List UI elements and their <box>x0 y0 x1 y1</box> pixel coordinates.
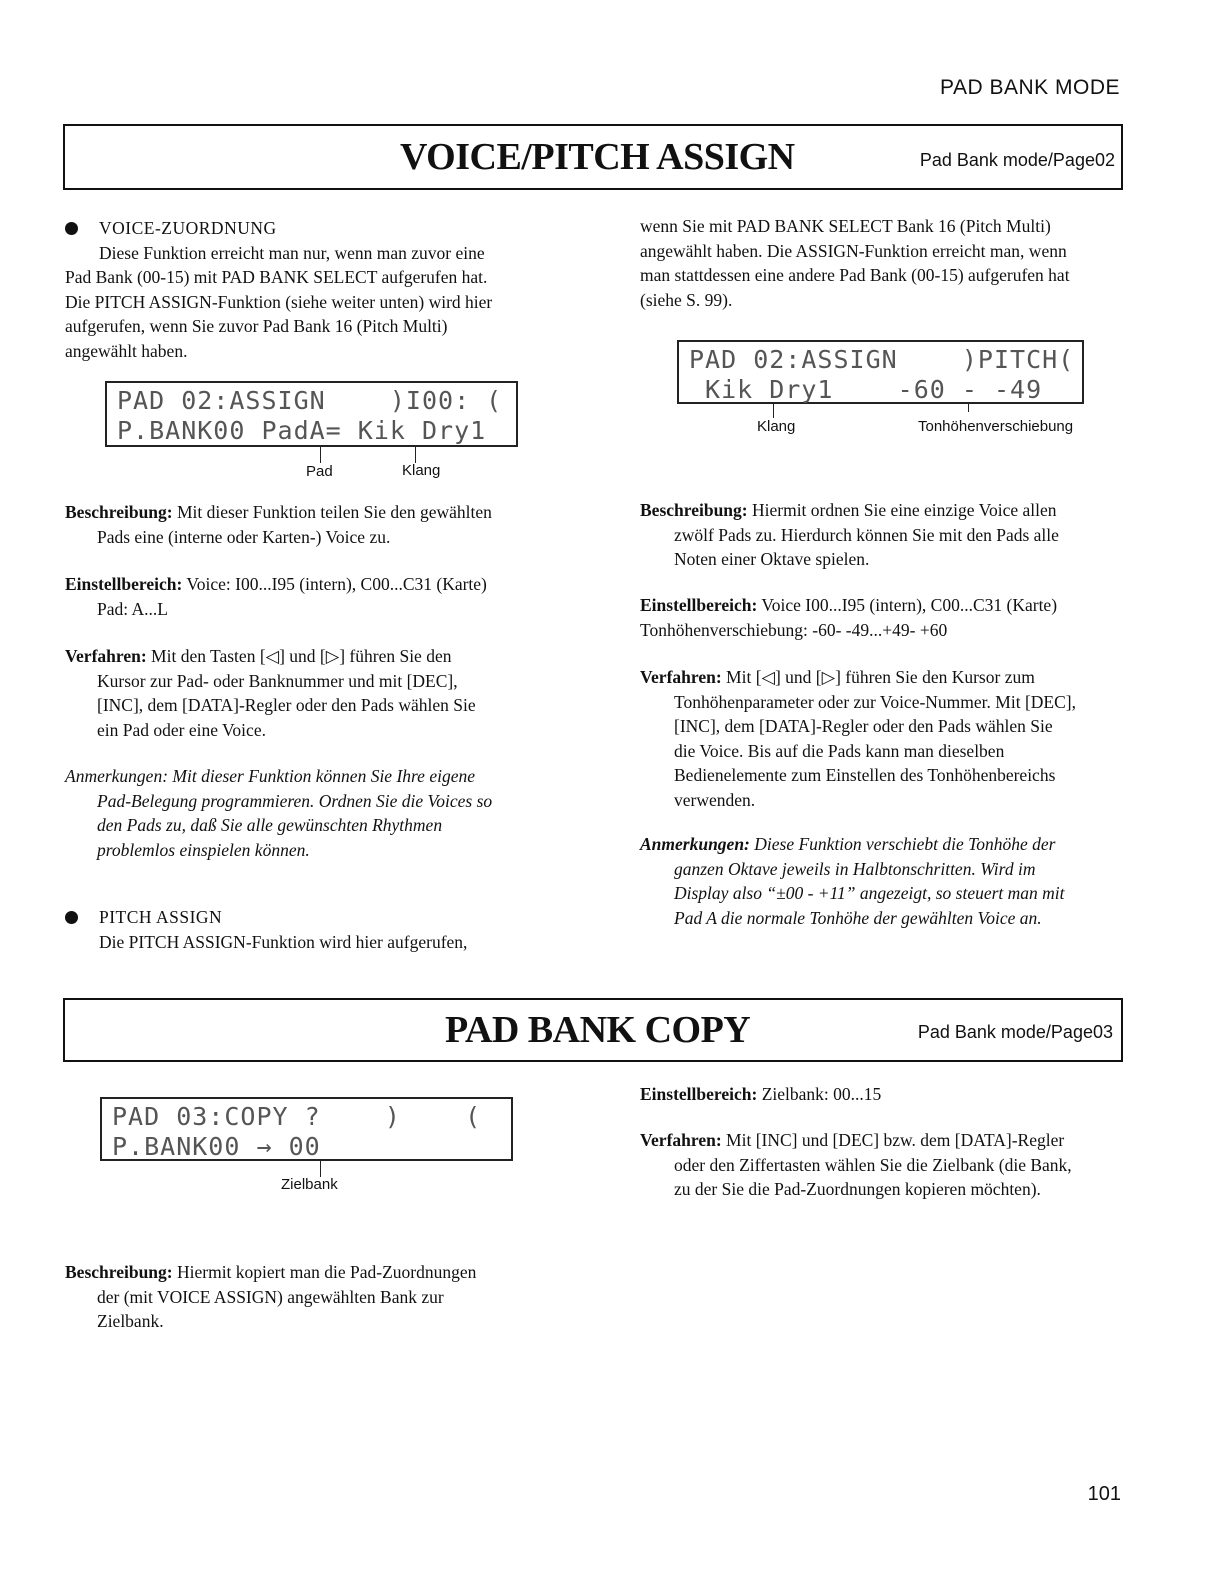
beschreibung-label: Beschreibung: <box>65 1262 173 1282</box>
beschreibung-text: Zielbank. <box>97 1311 164 1331</box>
verfahren-text: zu der Sie die Pad-Zuordnungen kopieren möchten). <box>674 1179 1041 1199</box>
beschreibung-text: Noten einer Oktave spielen. <box>674 549 870 569</box>
lcd-display-pitch-assign <box>677 340 1084 404</box>
mode-header: PAD BANK MODE <box>940 76 1120 99</box>
lcd-line-2: P.BANK00 → 00 <box>112 1132 321 1161</box>
verfahren-text: die Voice. Bis auf die Pads kann man dieselben <box>674 740 1005 761</box>
verfahren-text: Tonhöhenparameter oder zur Voice-Nummer. Mit [DEC], <box>674 691 1076 712</box>
beschreibung-text: Mit dieser Funktion teilen Sie den gewählten <box>176 502 492 522</box>
pitch-assign-intro-continued <box>640 214 1130 312</box>
lcd-line-1: PAD 02:ASSIGN )PITCH( <box>689 345 1075 374</box>
beschreibung-text: der (mit VOICE ASSIGN) angewählten Bank zur <box>97 1286 444 1307</box>
verfahren-text: [INC], dem [DATA]-Regler oder den Pads wählen Sie <box>674 716 1053 736</box>
einstellbereich-text: Voice I00...I95 (intern), C00...C31 (Karte) <box>761 595 1058 615</box>
beschreibung-voice <box>65 500 555 549</box>
verfahren-pitch <box>640 665 1130 812</box>
anmerkungen-text: Mit dieser Funktion können Sie Ihre eigene <box>172 766 475 786</box>
verfahren-label: Verfahren: <box>640 1130 722 1150</box>
einstellbereich-label: Einstellbereich: <box>640 595 758 615</box>
section-title: PAD BANK COPY <box>445 1009 751 1051</box>
verfahren-voice <box>65 644 555 742</box>
anmerkungen-text: den Pads zu, daß Sie alle gewünschten Rhythmen <box>97 815 443 835</box>
anmerkungen-text: Display also “±00 - +11” angezeigt, so steuert man mit <box>674 883 1065 903</box>
verfahren-copy <box>640 1128 1130 1202</box>
einstellbereich-text: Pad: A...L <box>97 598 168 619</box>
einstellbereich-pitch <box>640 593 1130 642</box>
beschreibung-pitch <box>640 498 1130 572</box>
lcd-line-1: PAD 02:ASSIGN )I00: ( <box>117 386 503 415</box>
beschreibung-text: Pads eine (interne oder Karten-) Voice zu. <box>97 526 391 547</box>
pitch-assign-heading: PITCH ASSIGN <box>99 907 223 927</box>
einstellbereich-text: Tonhöhenverschiebung: -60- -49...+49- +60 <box>640 619 948 640</box>
einstellbereich-text: Voice: I00...I95 (intern), C00...C31 (Karte) <box>186 574 487 594</box>
label-zielbank: Zielbank <box>281 1176 338 1193</box>
section-title: VOICE/PITCH ASSIGN <box>400 136 795 178</box>
einstellbereich-voice <box>65 572 555 621</box>
section-title-box-pad-bank-copy <box>63 998 1123 1062</box>
anmerkungen-text: problemlos einspielen können. <box>97 839 310 860</box>
zielbank-leader-line <box>320 1159 321 1177</box>
verfahren-text: Kursor zur Pad- oder Banknummer und mit [DEC], <box>97 670 458 691</box>
verfahren-text: oder den Ziffertasten wählen Sie die Zielbank (die Bank, <box>674 1154 1072 1175</box>
pitch-assign-block <box>65 905 565 954</box>
lcd-line-2: P.BANK00 PadA= Kik Dry1 <box>117 416 487 445</box>
voice-zuordnung-block <box>65 216 565 363</box>
intro-line: Pad Bank (00-15) mit PAD BANK SELECT aufgerufen hat. <box>65 267 488 287</box>
label-tonhoehenverschiebung: Tonhöhenverschiebung <box>918 418 1074 435</box>
intro-line: aufgerufen, wenn Sie zuvor Pad Bank 16 (Pitch Multi) <box>65 316 448 336</box>
verfahren-text: Mit den Tasten [◁] und [▷] führen Sie den <box>151 646 452 666</box>
bullet-icon <box>65 911 78 924</box>
anmerkungen-label: Anmerkungen: <box>65 766 169 786</box>
section-subtitle: Pad Bank mode/Page02 <box>919 150 1115 170</box>
intro-line: man stattdessen eine andere Pad Bank (00-15) aufgerufen hat <box>640 265 1070 285</box>
einstellbereich-copy <box>640 1082 1130 1107</box>
anmerkungen-text: Pad A die normale Tonhöhe der gewählten Voice an. <box>674 907 1042 928</box>
anmerkungen-text: Pad-Belegung programmieren. Ordnen Sie die Voices so <box>97 790 493 811</box>
tonhoehe-leader-line <box>968 402 969 412</box>
intro-line: angewählt haben. <box>65 340 188 361</box>
intro-line: Diese Funktion erreicht man nur, wenn man zuvor eine <box>99 242 485 263</box>
anmerkungen-text: Diese Funktion verschiebt die Tonhöhe der <box>754 834 1056 854</box>
anmerkungen-pitch <box>640 832 1130 930</box>
label-klang: Klang <box>757 418 796 435</box>
verfahren-text: verwenden. <box>674 789 756 810</box>
intro-line: angewählt haben. Die ASSIGN-Funktion erreicht man, wenn <box>640 240 1067 261</box>
beschreibung-text: Hiermit kopiert man die Pad-Zuordnungen <box>176 1262 477 1282</box>
einstellbereich-text: Zielbank: 00...15 <box>761 1084 882 1104</box>
einstellbereich-label: Einstellbereich: <box>640 1084 758 1104</box>
beschreibung-label: Beschreibung: <box>640 500 748 520</box>
verfahren-text: Mit [◁] und [▷] führen Sie den Kursor zum <box>726 667 1035 687</box>
page-number: 101 <box>1087 1483 1121 1505</box>
beschreibung-text: Hiermit ordnen Sie eine einzige Voice allen <box>751 500 1057 520</box>
beschreibung-text: zwölf Pads zu. Hierdurch können Sie mit den Pads alle <box>674 524 1059 545</box>
pad-leader-line <box>320 445 321 463</box>
anmerkungen-text: ganzen Oktave jeweils in Halbtonschritten. Wird im <box>674 858 1036 879</box>
verfahren-text: [INC], dem [DATA]-Regler oder den Pads wählen Sie <box>97 695 476 715</box>
beschreibung-copy <box>65 1260 555 1334</box>
lcd-line-1: PAD 03:COPY ? ) ( <box>112 1102 482 1131</box>
lcd-display-voice-assign <box>105 381 518 447</box>
verfahren-label: Verfahren: <box>65 646 147 666</box>
beschreibung-label: Beschreibung: <box>65 502 173 522</box>
label-klang: Klang <box>402 462 441 479</box>
intro-line: (siehe S. 99). <box>640 289 733 310</box>
klang-leader-line <box>773 402 774 418</box>
lcd-display-copy <box>100 1097 513 1161</box>
section-subtitle: Pad Bank mode/Page03 <box>917 1022 1113 1042</box>
section-title-box-voice-pitch <box>63 124 1123 190</box>
anmerkungen-voice <box>65 764 555 862</box>
pitch-assign-intro: Die PITCH ASSIGN-Funktion wird hier aufgerufen, <box>99 931 468 952</box>
voice-zuordnung-heading: VOICE-ZUORDNUNG <box>99 218 277 238</box>
bullet-icon <box>65 222 78 235</box>
verfahren-text: Mit [INC] und [DEC] bzw. dem [DATA]-Regler <box>726 1130 1065 1150</box>
verfahren-text: Bedienelemente zum Einstellen des Tonhöhenbereichs <box>674 765 1056 785</box>
klang-leader-line <box>415 445 416 463</box>
lcd-line-2: Kik Dry1 -60 - -49 <box>689 375 1043 404</box>
intro-line: Die PITCH ASSIGN-Funktion (siehe weiter unten) wird hier <box>65 291 493 312</box>
anmerkungen-label: Anmerkungen: <box>640 834 750 854</box>
verfahren-label: Verfahren: <box>640 667 722 687</box>
einstellbereich-label: Einstellbereich: <box>65 574 183 594</box>
label-pad: Pad <box>306 463 333 480</box>
verfahren-text: ein Pad oder eine Voice. <box>97 719 266 740</box>
intro-line: wenn Sie mit PAD BANK SELECT Bank 16 (Pitch Multi) <box>640 216 1051 236</box>
